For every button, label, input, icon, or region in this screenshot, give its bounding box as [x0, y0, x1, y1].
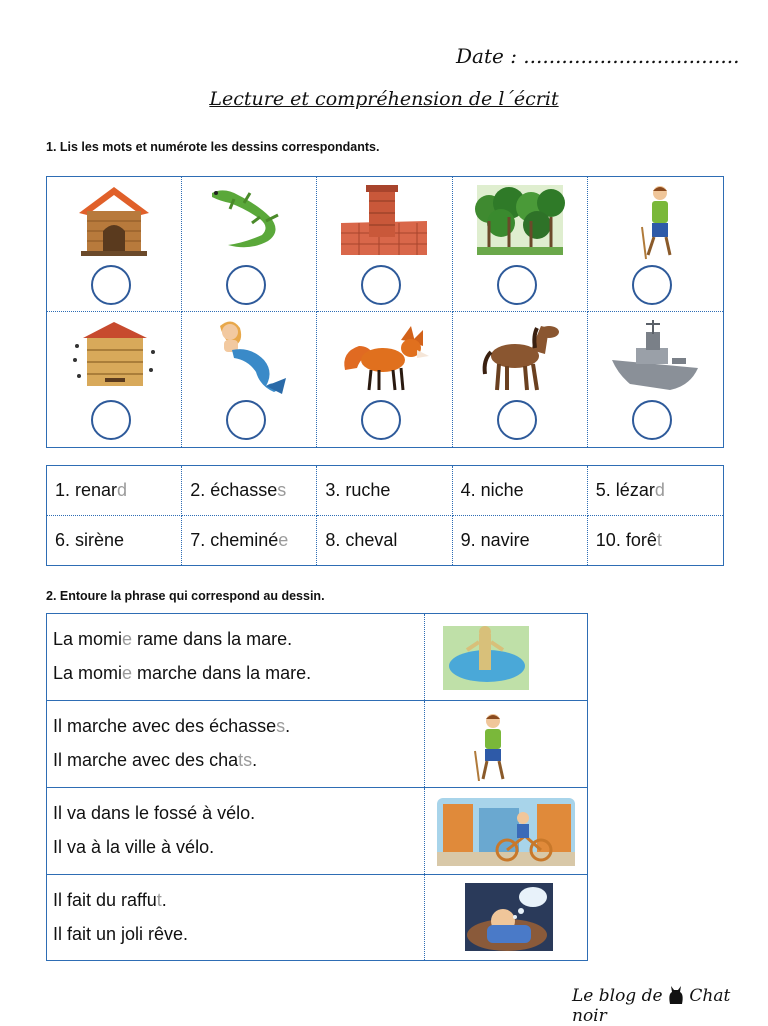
sentence-table	[46, 613, 588, 961]
sentence-fragment: Il fait du raffu	[53, 890, 157, 910]
sentence-fragment: Il marche avec des échasse	[53, 716, 277, 736]
word-cell: 7. cheminé e	[182, 516, 317, 566]
word-cell: 1. renar d	[47, 466, 182, 516]
cheminee-icon	[339, 181, 429, 261]
sentence-fragment: .	[161, 890, 167, 910]
sentence-option[interactable]	[53, 917, 423, 951]
answer-circle[interactable]	[497, 400, 537, 440]
sentence-choices	[53, 883, 423, 951]
lezard-icon	[204, 181, 294, 261]
answer-circle[interactable]	[632, 400, 672, 440]
sentence-row	[47, 701, 587, 788]
word-cell: 3. ruche	[317, 466, 452, 516]
cyclist-in-town-icon	[437, 798, 575, 866]
black-cat-icon	[668, 984, 684, 1004]
sentence-fragment: .	[252, 750, 258, 770]
date-line: Date : ..................................	[456, 44, 740, 68]
sentence-fragment: rame dans la mare.	[132, 629, 293, 649]
sentence-option[interactable]	[53, 743, 423, 777]
word-cell: 10. forê t	[595, 529, 662, 550]
navire-icon	[610, 316, 700, 396]
word-cell: 5. lézar d	[588, 466, 723, 516]
niche-icon	[69, 181, 159, 261]
sentence-option[interactable]	[53, 709, 423, 743]
exercise1-instruction: 1. Lis les mots et numérote les dessins correspondants.	[46, 140, 380, 154]
sentence-fragment: La momi	[53, 629, 123, 649]
answer-circle[interactable]	[226, 265, 266, 305]
sentence-fragment: Il marche avec des cha	[53, 750, 239, 770]
sentence-option[interactable]	[53, 622, 423, 656]
sentence-picture-cell	[424, 614, 587, 700]
answer-circle[interactable]	[361, 400, 401, 440]
sentence-row	[47, 875, 587, 960]
sentence-fragment: .	[285, 716, 291, 736]
sentence-fragment: La momi	[53, 663, 123, 683]
answer-circle[interactable]	[226, 400, 266, 440]
answer-circle[interactable]	[91, 265, 131, 305]
sentence-option[interactable]	[53, 830, 423, 864]
picture-cell-renard	[317, 312, 452, 447]
mummy-in-pond-icon	[439, 620, 533, 694]
sentence-choices	[53, 709, 423, 777]
sentence-fragment: Il fait un joli rêve.	[53, 924, 189, 944]
sentence-fragment: marche dans la mare.	[132, 663, 312, 683]
word-cell: 6. sirène	[47, 516, 182, 566]
sirene-icon	[204, 316, 294, 396]
renard-icon	[339, 316, 429, 396]
sentence-choices	[53, 622, 423, 690]
exercise2-instruction: 2. Entoure la phrase qui correspond au dessin.	[46, 589, 325, 603]
sentence-fragment: Il va à la ville à vélo.	[53, 837, 215, 857]
picture-cell-echasses	[588, 177, 723, 312]
picture-cell-lezard	[182, 177, 317, 312]
sentence-fragment: Il va dans le fossé à vélo.	[53, 803, 256, 823]
silent-letter: t	[156, 890, 162, 910]
sentence-option[interactable]	[53, 883, 423, 917]
answer-circle[interactable]	[497, 265, 537, 305]
picture-cell-navire	[588, 312, 723, 447]
sentence-row	[47, 614, 587, 701]
sleeping-dreaming-icon	[463, 881, 557, 953]
picture-grid	[46, 176, 724, 448]
foret-icon	[475, 181, 565, 261]
footer-credit: Le blog de Chat noir	[572, 986, 731, 1026]
silent-letter: e	[122, 629, 133, 649]
picture-cell-sirene	[182, 312, 317, 447]
sentence-option[interactable]	[53, 796, 423, 830]
echasses-icon	[610, 181, 700, 261]
cheval-icon	[475, 316, 565, 396]
answer-circle[interactable]	[361, 265, 401, 305]
answer-circle[interactable]	[91, 400, 131, 440]
picture-cell-foret	[453, 177, 588, 312]
ruche-icon	[69, 316, 159, 396]
silent-letter: ts	[238, 750, 253, 770]
silent-letter: e	[122, 663, 133, 683]
sentence-option[interactable]	[53, 656, 423, 690]
boy-on-stilts-icon	[439, 707, 533, 781]
sentence-row	[47, 788, 587, 875]
word-cell: 9. navire	[453, 516, 588, 566]
word-cell: 2. échasse s	[182, 466, 317, 516]
sentence-picture-cell	[424, 875, 587, 960]
picture-cell-ruche	[47, 312, 182, 447]
sentence-choices	[53, 796, 423, 864]
sentence-picture-cell	[424, 788, 587, 874]
silent-letter: s	[276, 716, 286, 736]
page-title: Lecture et compréhension de l´écrit	[209, 88, 559, 110]
picture-cell-niche	[47, 177, 182, 312]
answer-circle[interactable]	[632, 265, 672, 305]
word-grid	[46, 465, 724, 566]
picture-cell-cheminee	[317, 177, 452, 312]
word-cell: 4. niche	[453, 466, 588, 516]
word-cell: 8. cheval	[317, 516, 452, 566]
sentence-picture-cell	[424, 701, 587, 787]
picture-cell-cheval	[453, 312, 588, 447]
